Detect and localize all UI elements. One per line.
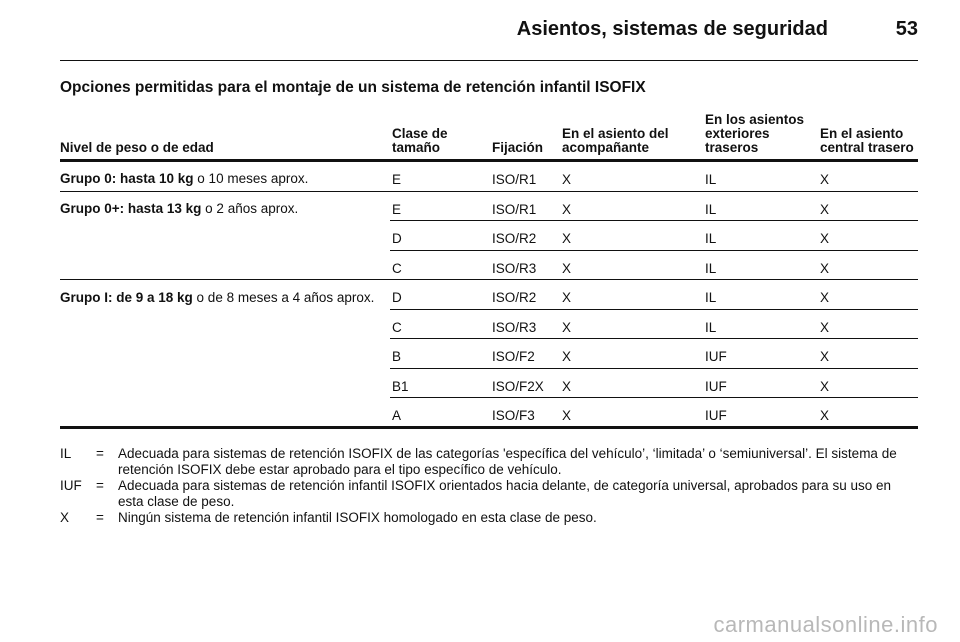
cell-size: A bbox=[392, 408, 402, 423]
row-divider bbox=[390, 338, 918, 339]
table-row bbox=[60, 369, 918, 397]
header-fixation: Fijación bbox=[492, 140, 544, 155]
cell-fix: ISO/R1 bbox=[492, 202, 537, 217]
row-divider bbox=[390, 309, 918, 310]
page-number: 53 bbox=[895, 18, 918, 40]
cell-outer: IUF bbox=[705, 349, 727, 364]
cell-outer: IL bbox=[705, 261, 717, 276]
row-divider bbox=[390, 250, 918, 251]
cell-fix: ISO/R3 bbox=[492, 320, 537, 335]
cell-fix: ISO/R1 bbox=[492, 172, 537, 187]
table-bottom-rule bbox=[60, 426, 918, 429]
watermark: carmanualsonline.info bbox=[713, 612, 938, 637]
group-label: Grupo 0+: hasta 13 kg o 2 años aprox. bbox=[60, 201, 299, 216]
header-outer: En los asientos exteriores traseros bbox=[705, 112, 805, 155]
cell-pass: X bbox=[562, 349, 572, 364]
cell-center: X bbox=[820, 379, 830, 394]
row-divider bbox=[60, 279, 918, 280]
cell-pass: X bbox=[562, 202, 572, 217]
table-row bbox=[60, 251, 918, 279]
cell-outer: IL bbox=[705, 231, 717, 246]
cell-size: D bbox=[392, 290, 402, 305]
table-row bbox=[60, 221, 918, 249]
row-divider bbox=[390, 220, 918, 221]
chapter-title: Asientos, sistemas de seguridad bbox=[516, 18, 828, 40]
row-divider bbox=[390, 397, 918, 398]
cell-outer: IUF bbox=[705, 379, 727, 394]
legend-item: IL = Adecuada para sistemas de retención ISOFIX de las categorías 'específica del vehículo’, ‘limitada’ o ‘semiuniversal’. El sistema de retención ISOFIX debe estar aprobado para el tipo específico de vehículo. bbox=[60, 446, 897, 477]
header-center: En el asiento central trasero bbox=[820, 126, 914, 155]
cell-pass: X bbox=[562, 261, 572, 276]
table-row bbox=[60, 339, 918, 367]
cell-pass: X bbox=[562, 290, 572, 305]
legend-item: X = Ningún sistema de retención infantil ISOFIX homologado en esta clase de peso. bbox=[60, 510, 597, 525]
header-passenger: En el asiento del acompañante bbox=[562, 126, 669, 155]
table-row bbox=[60, 310, 918, 338]
cell-outer: IUF bbox=[705, 408, 727, 423]
cell-fix: ISO/R3 bbox=[492, 261, 537, 276]
row-divider bbox=[60, 191, 918, 192]
cell-size: C bbox=[392, 261, 402, 276]
table-row bbox=[60, 280, 918, 308]
header-rule bbox=[60, 60, 918, 61]
cell-center: X bbox=[820, 261, 830, 276]
cell-size: B1 bbox=[392, 379, 409, 394]
group-label: Grupo I: de 9 a 18 kg o de 8 meses a 4 años aprox. bbox=[60, 290, 375, 305]
cell-fix: ISO/R2 bbox=[492, 231, 537, 246]
cell-outer: IL bbox=[705, 172, 717, 187]
cell-pass: X bbox=[562, 172, 572, 187]
legend-item: IUF = Adecuada para sistemas de retención infantil ISOFIX orientados hacia delante, de categoría universal, aprobados para su uso en esta clase de peso. bbox=[60, 478, 891, 509]
cell-pass: X bbox=[562, 231, 572, 246]
cell-outer: IL bbox=[705, 202, 717, 217]
cell-pass: X bbox=[562, 320, 572, 335]
cell-size: E bbox=[392, 202, 402, 217]
table-row bbox=[60, 398, 918, 426]
group-label: Grupo 0: hasta 10 kg o 10 meses aprox. bbox=[60, 171, 309, 186]
header-weight: Nivel de peso o de edad bbox=[60, 140, 214, 155]
cell-center: X bbox=[820, 408, 830, 423]
cell-fix: ISO/F2X bbox=[492, 379, 544, 394]
cell-outer: IL bbox=[705, 290, 717, 305]
cell-center: X bbox=[820, 172, 830, 187]
table-row bbox=[60, 162, 918, 190]
legend bbox=[60, 446, 918, 526]
cell-pass: X bbox=[562, 379, 572, 394]
cell-fix: ISO/R2 bbox=[492, 290, 537, 305]
cell-center: X bbox=[820, 290, 830, 305]
table-row bbox=[60, 192, 918, 220]
cell-size: E bbox=[392, 172, 402, 187]
section-title: Opciones permitidas para el montaje de un sistema de retención infantil ISOFIX bbox=[60, 79, 646, 96]
cell-size: C bbox=[392, 320, 402, 335]
cell-pass: X bbox=[562, 408, 572, 423]
cell-center: X bbox=[820, 231, 830, 246]
cell-fix: ISO/F2 bbox=[492, 349, 535, 364]
cell-center: X bbox=[820, 202, 830, 217]
cell-center: X bbox=[820, 320, 830, 335]
table-header bbox=[60, 110, 918, 155]
cell-outer: IL bbox=[705, 320, 717, 335]
cell-size: B bbox=[392, 349, 402, 364]
cell-size: D bbox=[392, 231, 402, 246]
row-divider bbox=[390, 368, 918, 369]
header-size: Clase de tamaño bbox=[392, 126, 448, 155]
cell-center: X bbox=[820, 349, 830, 364]
page-header bbox=[60, 16, 918, 50]
cell-fix: ISO/F3 bbox=[492, 408, 535, 423]
